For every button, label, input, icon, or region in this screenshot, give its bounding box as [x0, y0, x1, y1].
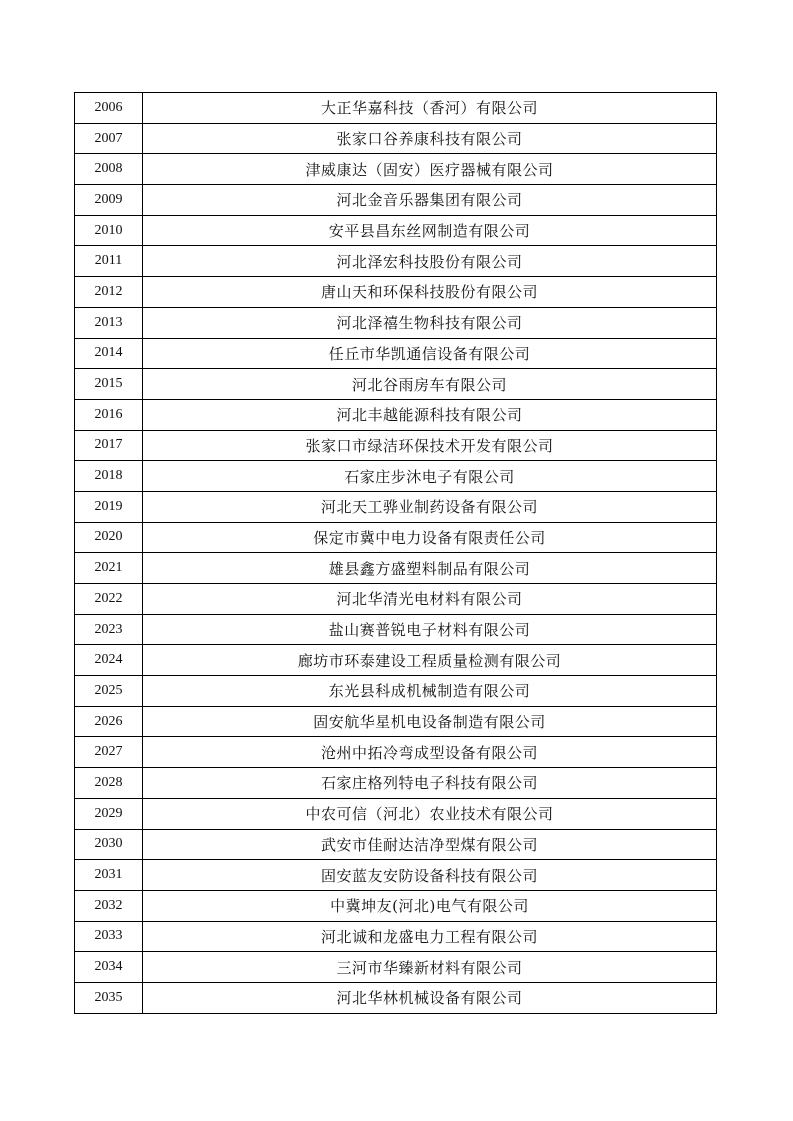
- row-number: 2032: [75, 890, 143, 921]
- company-name: 张家口谷养康科技有限公司: [143, 123, 717, 154]
- table-row: [75, 921, 717, 952]
- row-number: 2014: [75, 338, 143, 369]
- table-row: [75, 430, 717, 461]
- company-name: 石家庄步沐电子有限公司: [143, 461, 717, 492]
- company-name: 盐山赛普锐电子材料有限公司: [143, 614, 717, 645]
- row-number: 2012: [75, 277, 143, 308]
- row-number: 2018: [75, 461, 143, 492]
- table-row: [75, 277, 717, 308]
- table-row: [75, 860, 717, 891]
- row-number: 2011: [75, 246, 143, 277]
- row-number: 2029: [75, 798, 143, 829]
- table-row: [75, 553, 717, 584]
- row-number: 2033: [75, 921, 143, 952]
- row-number: 2017: [75, 430, 143, 461]
- company-name: 固安航华星机电设备制造有限公司: [143, 706, 717, 737]
- company-name: 东光县科成机械制造有限公司: [143, 676, 717, 707]
- row-number: 2025: [75, 676, 143, 707]
- company-name: 雄县鑫方盛塑料制品有限公司: [143, 553, 717, 584]
- row-number: 2007: [75, 123, 143, 154]
- row-number: 2023: [75, 614, 143, 645]
- row-number: 2016: [75, 399, 143, 430]
- table-row: [75, 890, 717, 921]
- row-number: 2031: [75, 860, 143, 891]
- company-name: 安平县昌东丝网制造有限公司: [143, 215, 717, 246]
- row-number: 2024: [75, 645, 143, 676]
- row-number: 2006: [75, 93, 143, 124]
- row-number: 2026: [75, 706, 143, 737]
- company-name: 河北华林机械设备有限公司: [143, 982, 717, 1013]
- row-number: 2030: [75, 829, 143, 860]
- row-number: 2021: [75, 553, 143, 584]
- company-name: 固安蓝友安防设备科技有限公司: [143, 860, 717, 891]
- company-name: 津威康达（固安）医疗器械有限公司: [143, 154, 717, 185]
- row-number: 2019: [75, 491, 143, 522]
- row-number: 2010: [75, 215, 143, 246]
- company-name: 三河市华臻新材料有限公司: [143, 952, 717, 983]
- table-row: [75, 584, 717, 615]
- company-name: 河北谷雨房车有限公司: [143, 369, 717, 400]
- row-number: 2022: [75, 584, 143, 615]
- table-row: [75, 215, 717, 246]
- table-row: [75, 185, 717, 216]
- table-row: [75, 522, 717, 553]
- table-row: [75, 399, 717, 430]
- row-number: 2015: [75, 369, 143, 400]
- table-row: [75, 461, 717, 492]
- row-number: 2028: [75, 768, 143, 799]
- table-row: [75, 706, 717, 737]
- company-list-table: [74, 92, 717, 1014]
- table-body: [75, 93, 717, 1014]
- company-name: 河北天工骅业制药设备有限公司: [143, 491, 717, 522]
- row-number: 2035: [75, 982, 143, 1013]
- row-number: 2009: [75, 185, 143, 216]
- company-name: 保定市冀中电力设备有限责任公司: [143, 522, 717, 553]
- table-row: [75, 307, 717, 338]
- company-name: 任丘市华凯通信设备有限公司: [143, 338, 717, 369]
- company-name: 河北诚和龙盛电力工程有限公司: [143, 921, 717, 952]
- company-name: 石家庄格列特电子科技有限公司: [143, 768, 717, 799]
- row-number: 2008: [75, 154, 143, 185]
- table-row: [75, 829, 717, 860]
- table-row: [75, 676, 717, 707]
- company-name: 中冀坤友(河北)电气有限公司: [143, 890, 717, 921]
- company-name: 河北泽宏科技股份有限公司: [143, 246, 717, 277]
- table-row: [75, 645, 717, 676]
- table-row: [75, 798, 717, 829]
- company-name: 沧州中拓冷弯成型设备有限公司: [143, 737, 717, 768]
- row-number: 2020: [75, 522, 143, 553]
- company-name: 唐山天和环保科技股份有限公司: [143, 277, 717, 308]
- table-row: [75, 246, 717, 277]
- table-row: [75, 737, 717, 768]
- company-name: 大正华嘉科技（香河）有限公司: [143, 93, 717, 124]
- table-row: [75, 614, 717, 645]
- company-name: 河北泽禧生物科技有限公司: [143, 307, 717, 338]
- company-name: 河北华清光电材料有限公司: [143, 584, 717, 615]
- company-name: 河北金音乐器集团有限公司: [143, 185, 717, 216]
- company-name: 廊坊市环泰建设工程质量检测有限公司: [143, 645, 717, 676]
- table-row: [75, 369, 717, 400]
- table-row: [75, 154, 717, 185]
- company-name: 武安市佳耐达洁净型煤有限公司: [143, 829, 717, 860]
- row-number: 2013: [75, 307, 143, 338]
- table-row: [75, 93, 717, 124]
- table-row: [75, 952, 717, 983]
- table-row: [75, 768, 717, 799]
- table-row: [75, 338, 717, 369]
- table-row: [75, 982, 717, 1013]
- row-number: 2027: [75, 737, 143, 768]
- company-name: 中农可信（河北）农业技术有限公司: [143, 798, 717, 829]
- table-row: [75, 123, 717, 154]
- table-row: [75, 491, 717, 522]
- row-number: 2034: [75, 952, 143, 983]
- company-name: 河北丰越能源科技有限公司: [143, 399, 717, 430]
- company-name: 张家口市绿洁环保技术开发有限公司: [143, 430, 717, 461]
